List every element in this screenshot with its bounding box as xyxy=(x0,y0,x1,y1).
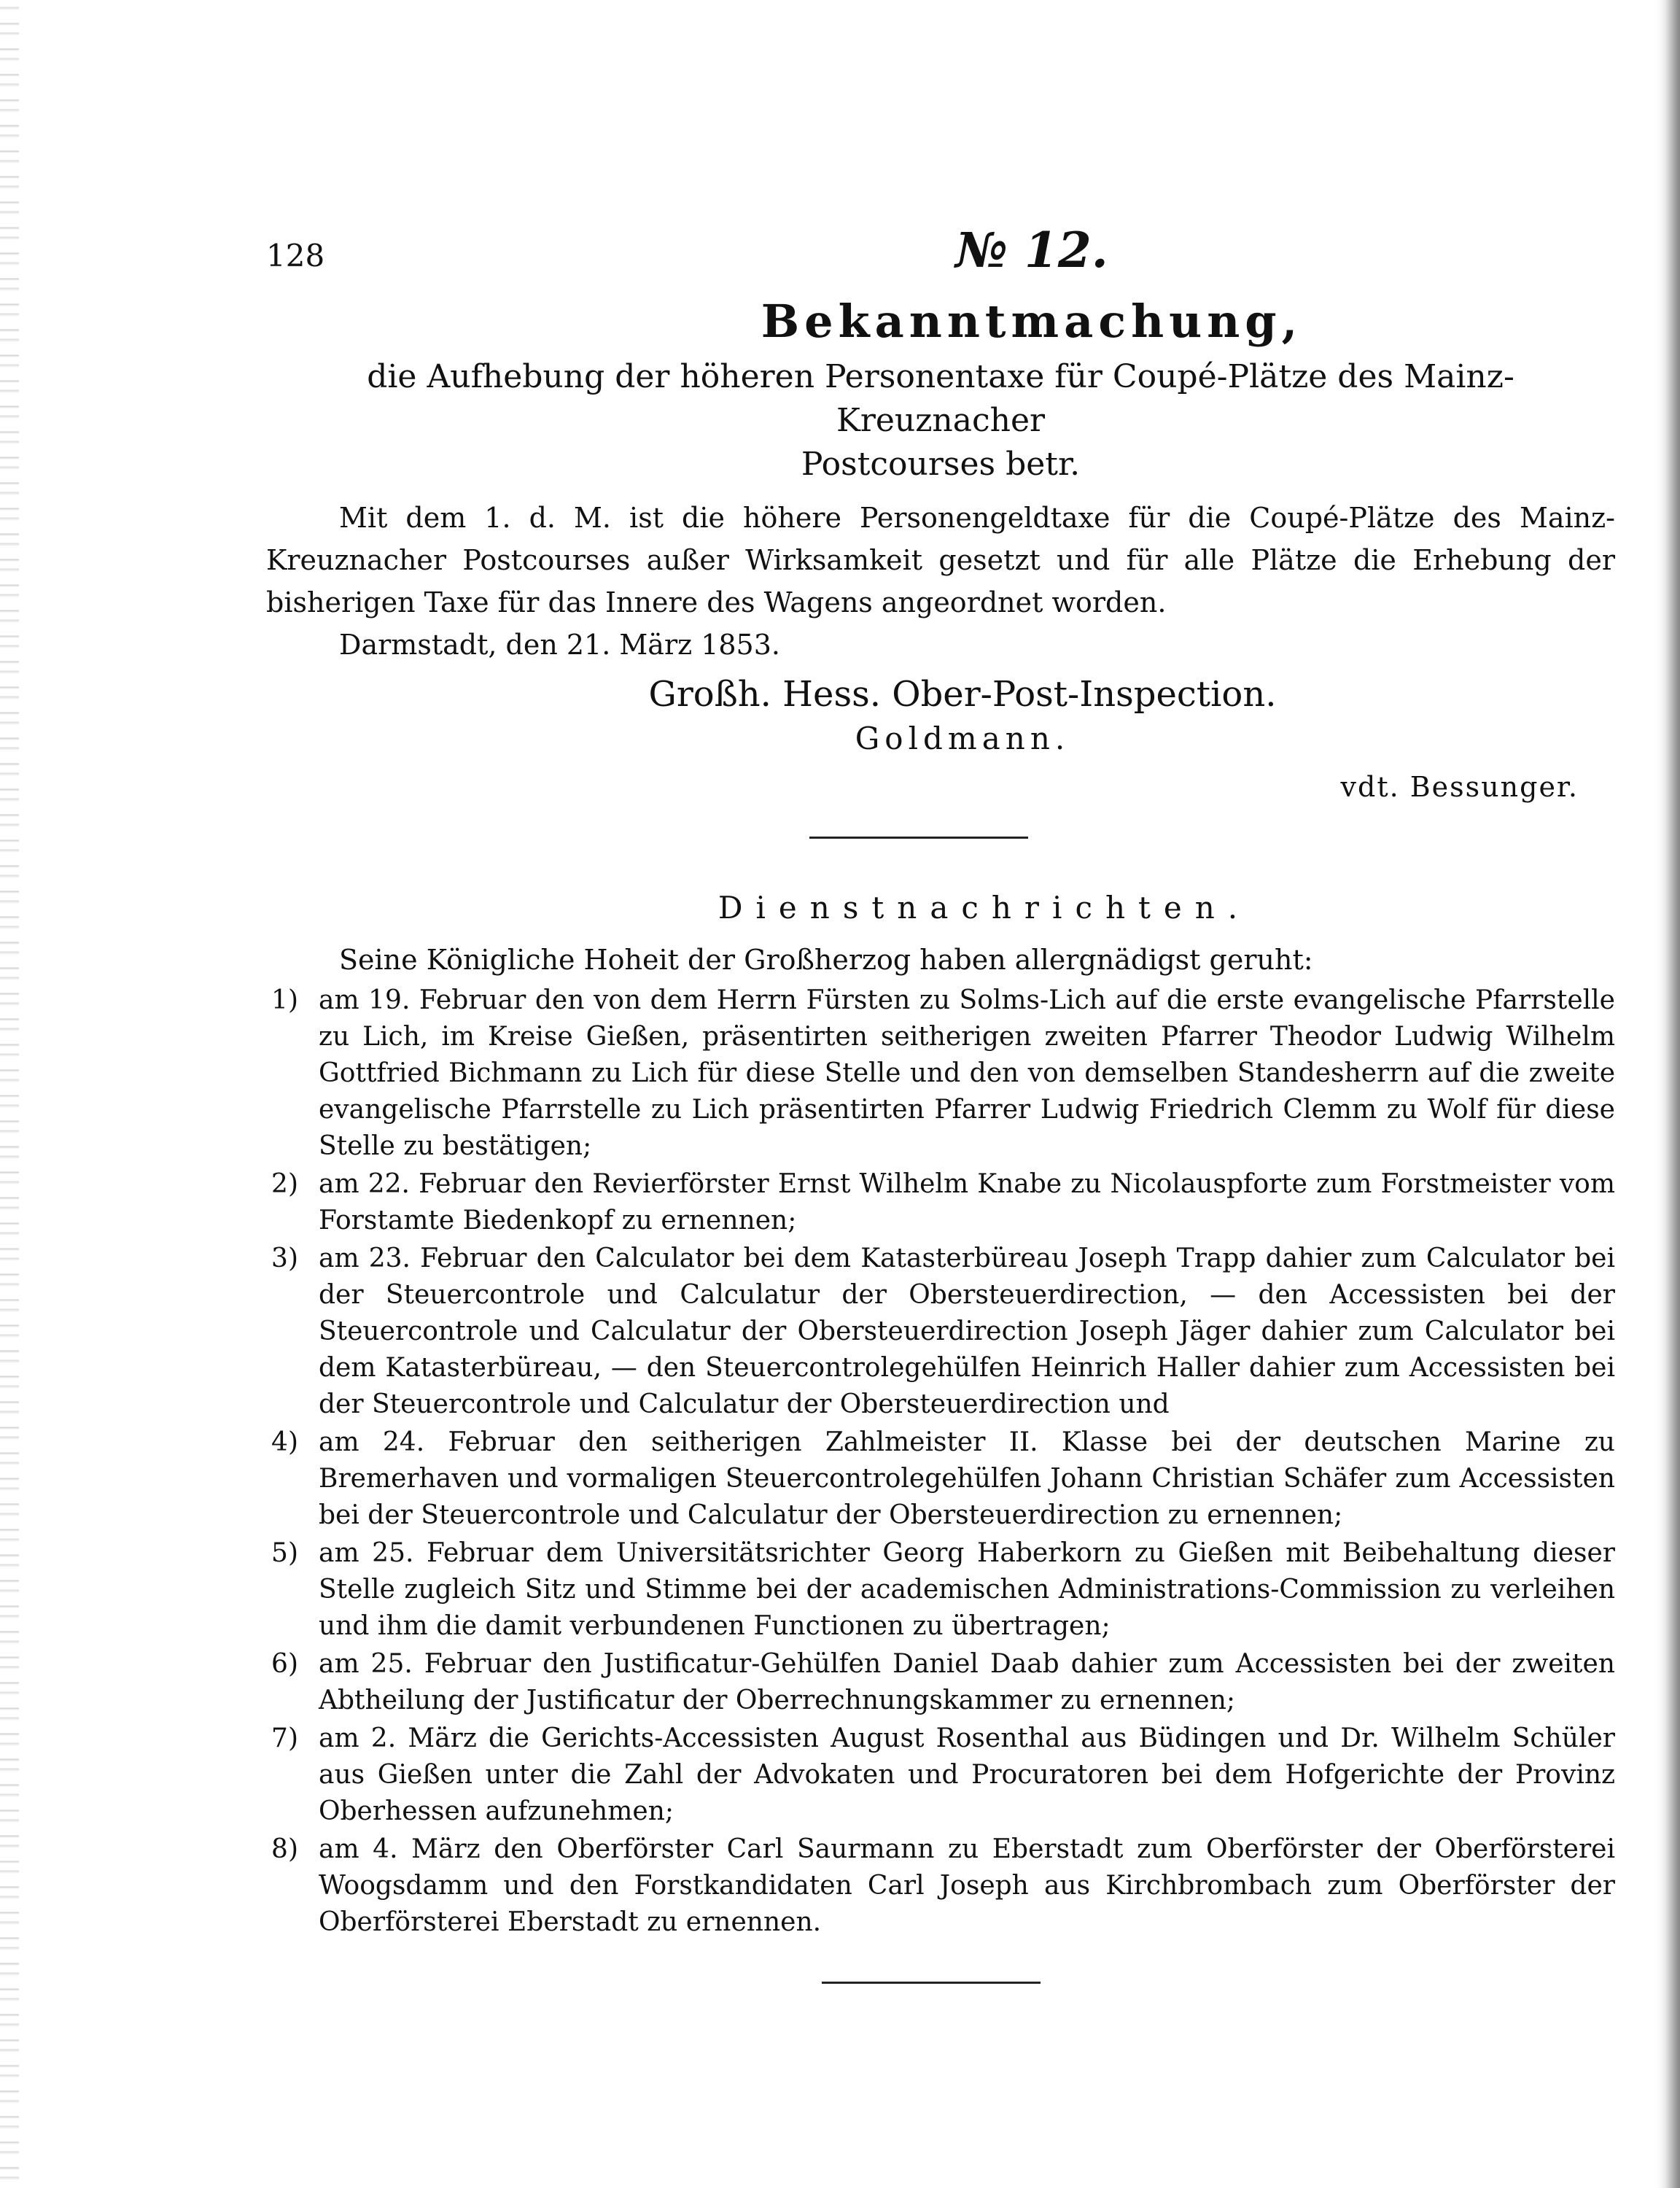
section-intro: Seine Königliche Hoheit der Großherzog haben allergnädigst geruht: xyxy=(339,944,1313,976)
item-text: am 4. März den Oberförster Carl Saurmann zu Eberstadt zum Oberförster der Oberförsterei Woogsdamm und den Forstkandidaten Carl Joseph aus Kirchbrombach zum Oberförster der Oberförsterei Eberstadt zu ernennen. xyxy=(319,1834,1615,1937)
scan-right-edge xyxy=(1655,0,1680,2188)
item-text: am 25. Februar dem Universitätsrichter Georg Haberkorn zu Gießen mit Beibehaltung dieser Stelle zugleich Sitz und Stimme bei der academischen Administrations-Commission zu verleihen und ihm die damit verbundenen Functionen zu übertragen; xyxy=(319,1538,1615,1641)
announcement-subtitle-line-2: Postcourses betr. xyxy=(801,446,1081,483)
scan-left-edge xyxy=(0,0,19,2188)
page-number: 128 xyxy=(266,238,325,274)
list-item xyxy=(266,1241,1615,1423)
appointment-list xyxy=(266,982,1615,1941)
dateline: Darmstadt, den 21. März 1853. xyxy=(339,629,780,661)
list-item xyxy=(266,1424,1615,1534)
item-number: 6) xyxy=(271,1649,298,1679)
list-item xyxy=(266,1831,1615,1941)
item-text: am 22. Februar den Revierförster Ernst Wilhelm Knabe zu Nicolauspforte zum Forstmeister vom Forstamte Biedenkopf zu ernennen; xyxy=(319,1169,1615,1235)
document-page xyxy=(266,219,1615,1984)
item-number: 7) xyxy=(271,1723,298,1753)
signer-name: Goldmann. xyxy=(855,721,1070,756)
announcement-subtitle xyxy=(266,355,1615,486)
item-number: 2) xyxy=(271,1169,298,1199)
announcement-subtitle-line-1: die Aufhebung der höheren Personentaxe für Coupé-Plätze des Mainz-Kreuznacher xyxy=(367,358,1514,439)
end-divider xyxy=(822,1982,1041,1984)
item-text: am 25. Februar den Justificatur-Gehülfen Daniel Daab dahier zum Accessisten bei der zweiten Abtheilung der Justificatur der Oberrechnungskammer zu ernennen; xyxy=(319,1649,1615,1715)
list-item xyxy=(266,1720,1615,1830)
item-number: 5) xyxy=(271,1538,298,1568)
list-item xyxy=(266,1166,1615,1239)
item-number: 8) xyxy=(271,1834,298,1864)
item-number: 1) xyxy=(271,985,298,1015)
section-divider xyxy=(809,837,1028,839)
item-text: am 19. Februar den von dem Herrn Fürsten zu Solms-Lich auf die erste evangelische Pfarrstelle zu Lich, im Kreise Gießen, präsentirten seitherigen zweiten Pfarrer Theodor Ludwig Wilhelm Gottfried Bichmann zu Lich für diese Stelle und den von demselben Standesherrn auf die zweite evangelische Pfarrstelle zu Lich präsentirten Pfarrer Ludwig Friedrich Clemm zu Wolf für diese Stelle zu bestätigen; xyxy=(319,985,1615,1161)
page-header xyxy=(266,219,1615,284)
issuing-authority: Großh. Hess. Ober-Post-Inspection. xyxy=(648,674,1277,715)
item-number: 4) xyxy=(271,1427,298,1457)
item-text: am 23. Februar den Calculator bei dem Katasterbüreau Joseph Trapp dahier zum Calculator bei der Steuercontrole und Calculatur der Obersteuerdirection, — den Accessisten bei der Steuercontrole und Calculatur der Obersteuerdirection Joseph Jäger dahier zum Calculator bei dem Katasterbüreau, — den Steuercontrolegehülfen Heinrich Haller dahier zum Accessisten bei der Steuercontrole und Calculatur der Obersteuerdirection und xyxy=(319,1244,1615,1419)
announcement-title: Bekanntmachung, xyxy=(761,295,1303,348)
list-item xyxy=(266,1535,1615,1645)
announcement-body: Mit dem 1. d. M. ist die höhere Personengeldtaxe für die Coupé-Plätze des Mainz-Kreuznacher Postcourses außer Wirksamkeit gesetzt und für alle Plätze die Erhebung der bisherigen Taxe für das Innere des Wagens angeordnet worden. xyxy=(266,502,1615,618)
item-text: am 24. Februar den seitherigen Zahlmeister II. Klasse bei der deutschen Marine zu Bremerhaven und vormaligen Steuercontrolegehülfen Johann Christian Schäfer zum Accessisten bei der Steuercontrole und Calculatur der Obersteuerdirection zu ernennen; xyxy=(319,1427,1615,1530)
countersignature: vdt. Bessunger. xyxy=(1340,771,1579,803)
issue-number: № 12. xyxy=(955,222,1108,279)
list-item xyxy=(266,982,1615,1165)
section-heading: Dienstnachrichten. xyxy=(718,890,1251,926)
item-number: 3) xyxy=(271,1244,298,1273)
list-item xyxy=(266,1646,1615,1719)
item-text: am 2. März die Gerichts-Accessisten August Rosenthal aus Büdingen und Dr. Wilhelm Schüler aus Gießen unter die Zahl der Advokaten und Procuratoren bei dem Hofgerichte der Provinz Oberhessen aufzunehmen; xyxy=(319,1723,1615,1826)
